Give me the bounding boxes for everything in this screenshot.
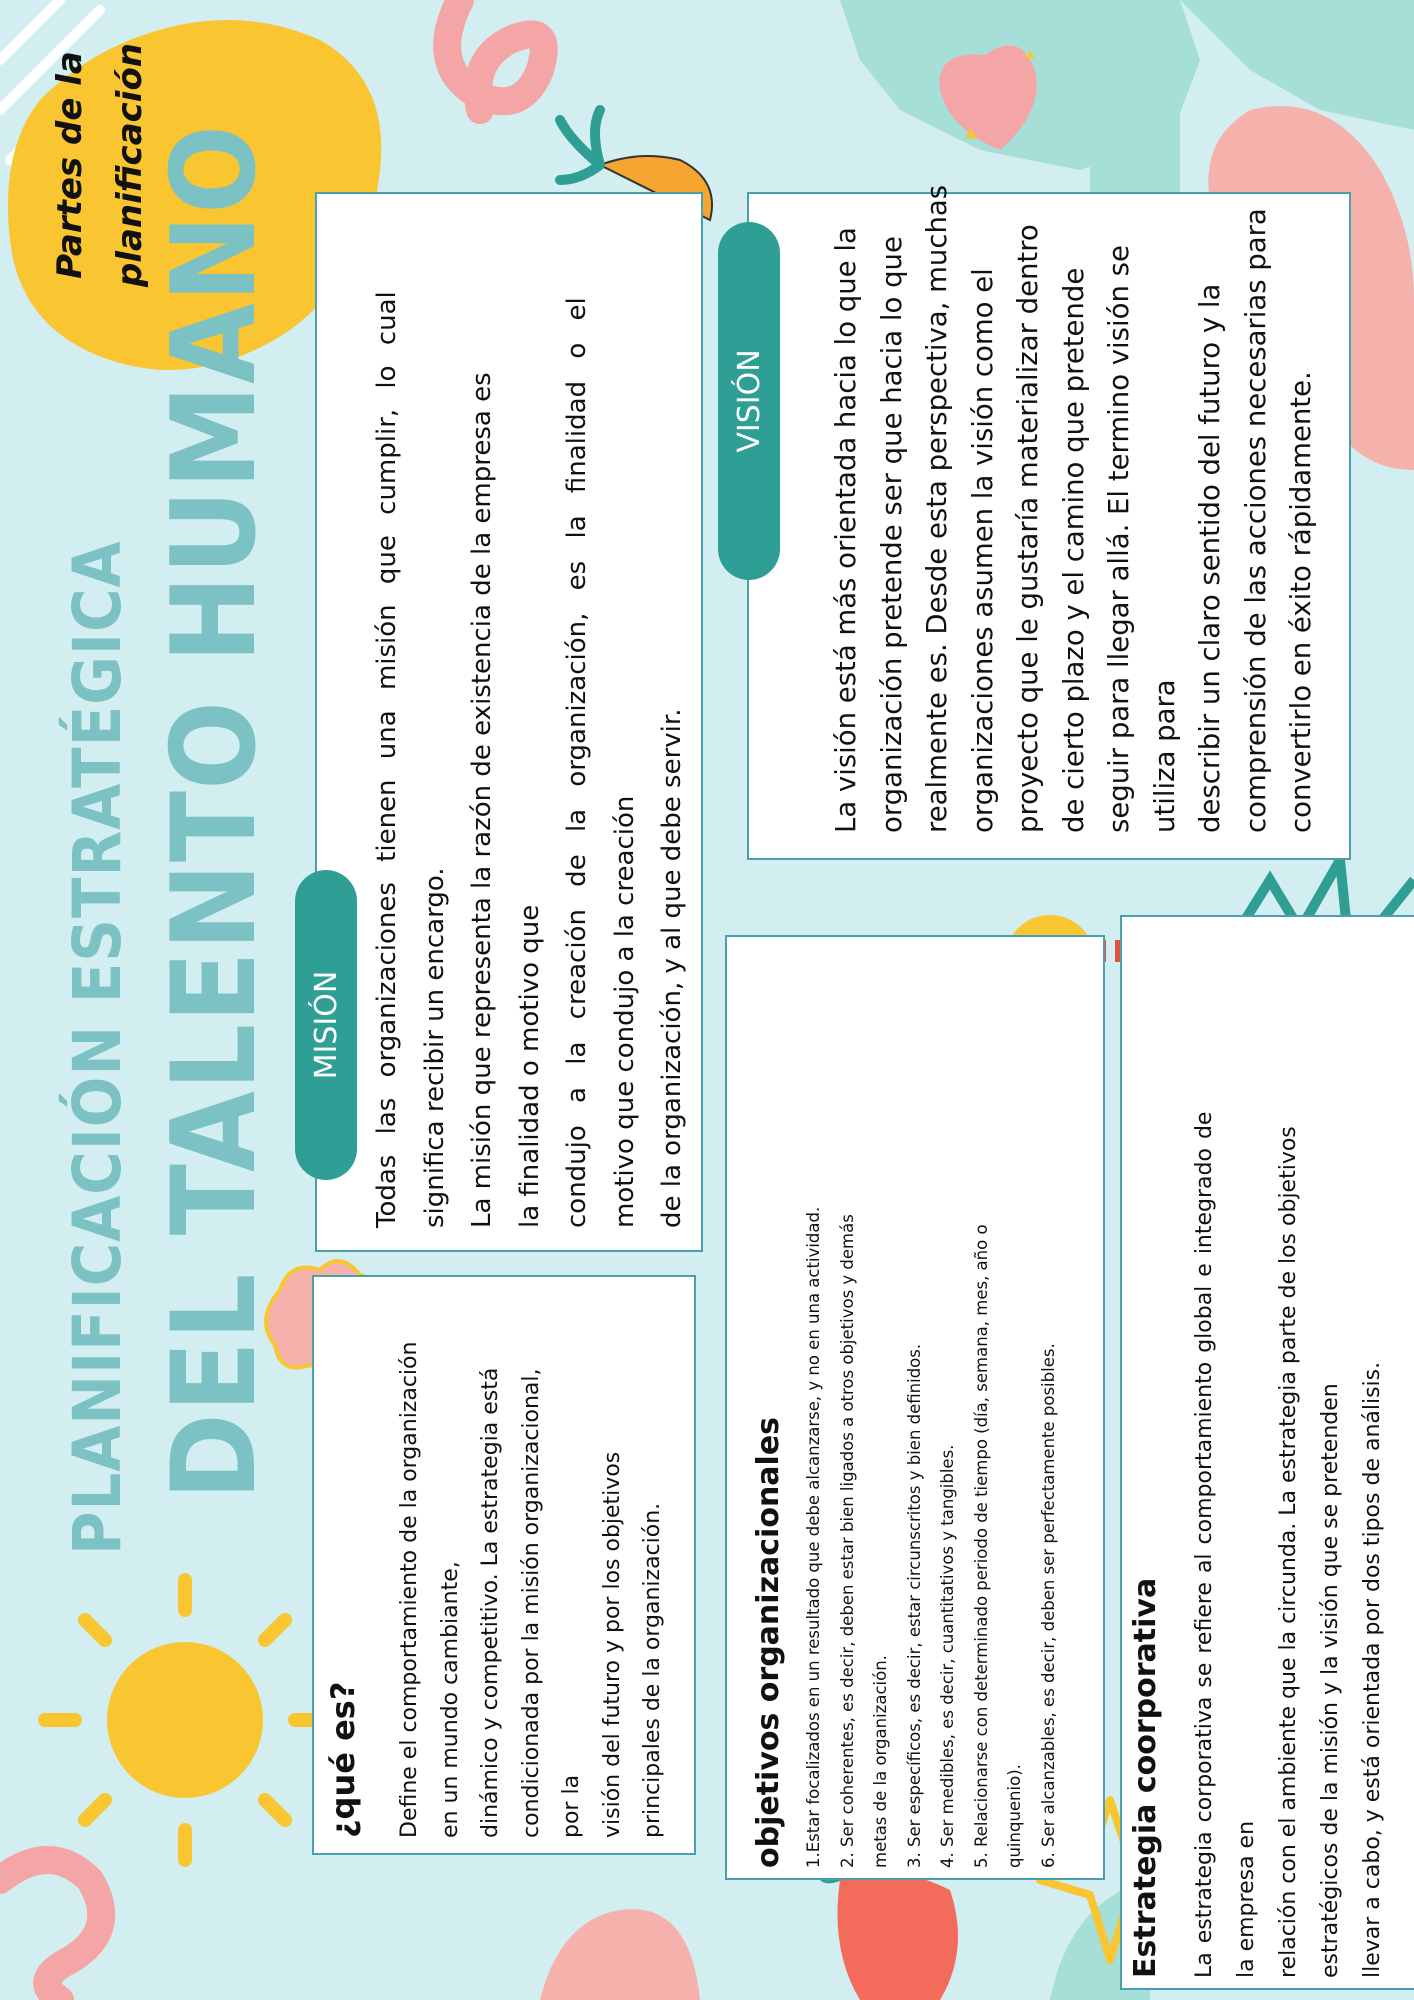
vision-line: realmente es. Desde esta perspectiva, muchas (921, 184, 953, 833)
que-es-text (390, 1342, 674, 1838)
vision-line: organizaciones asumen la visión como el (966, 268, 999, 833)
objetivos-card (725, 935, 1105, 1880)
vision-line: utiliza para (1148, 679, 1181, 833)
mision-line: La misión que representa la razón de existencia de la empresa es (467, 372, 497, 1228)
estrategia-text (1184, 1112, 1394, 1978)
que-es-line: principales de la organización. (640, 1502, 665, 1838)
mision-line: de la organización, y al que debe servir. (657, 708, 687, 1228)
estrategia-line: la empresa en (1234, 1820, 1259, 1978)
mision-text (364, 291, 697, 1228)
que-es-line: por la (559, 1774, 584, 1838)
vision-text (824, 185, 1325, 833)
que-es-line: en un mundo cambiante, (437, 1561, 463, 1838)
badge-line-1: Partes de la (50, 51, 90, 279)
vision-line: de cierto plazo y el camino que pretende (1057, 267, 1090, 833)
que-es-line: condicionada por la misión organizacional, (518, 1368, 544, 1838)
objetivos-line: 4. Ser medibles, es decir, cuantitativos y tangibles. (938, 1444, 957, 1868)
vision-line: La visión está más orientada hacia lo que la (830, 227, 862, 833)
estrategia-line: relación con el ambiente que la circunda. La estrategia parte de los objetivos (1276, 1126, 1301, 1978)
vision-line: proyecto que le gustaría materializar dentro (1012, 224, 1044, 833)
objetivos-line: 1.Estar focalizados en un resultado que debe alcanzarse, y no en una actividad. (804, 1206, 823, 1868)
que-es-heading: ¿qué es? (324, 1681, 362, 1838)
mision-line: condujo a la creación de la organización, es la finalidad o el (562, 297, 592, 1228)
que-es-line: Define el comportamiento de la organización (397, 1341, 422, 1838)
que-es-line: visión del futuro y por los objetivos (599, 1451, 625, 1838)
badge-line-2: planificación (110, 42, 150, 288)
objetivos-line: quinquenio). (1005, 1764, 1024, 1868)
page-title-line-2: DEL TALENTO HUMANO (147, 124, 282, 1500)
mision-card (315, 192, 703, 1252)
objetivos-line: 6. Ser alcanzables, es decir, deben ser perfectamente posibles. (1038, 1343, 1058, 1868)
mision-line: motivo que condujo a la creación (609, 795, 640, 1228)
vision-line: describir un claro sentido del futuro y la (1194, 283, 1226, 833)
vision-line: organización pretende ser que hacia lo que (875, 236, 908, 833)
objetivos-line: 3. Ser específicos, es decir, estar circunscritos y bien definidos. (904, 1343, 924, 1868)
mision-line: la finalidad o motivo que (514, 904, 545, 1228)
vision-line: comprensión de las acciones necesarias para (1239, 208, 1272, 833)
que-es-card (312, 1275, 696, 1855)
vision-label: VISIÓN (718, 222, 780, 580)
mision-label: MISIÓN (295, 870, 357, 1180)
vision-line: convertirlo en éxito rápidamente. (1285, 371, 1317, 833)
estrategia-line: La estrategia corporativa se refiere al comportamiento global e integrado de (1192, 1111, 1217, 1978)
objetivos-line: metas de la organización. (871, 1655, 890, 1868)
page-title-line-1: PLANIFICACIÓN ESTRATÉGICA (59, 540, 136, 1555)
mision-line: Todas las organizaciones tienen una misión que cumplir, lo cual (372, 291, 402, 1228)
objetivos-line: 5. Relacionarse con determinado periodo de tiempo (día, semana, mes, año o (971, 1224, 991, 1868)
estrategia-card (1120, 915, 1414, 1990)
estrategia-heading: Estrategia coorporativa (1128, 1577, 1163, 1978)
objetivos-heading: objetivos organizacionales (751, 1416, 786, 1868)
mision-line: significa recibir un encargo. (419, 867, 450, 1228)
que-es-line: dinámico y competitivo. La estrategia está (478, 1367, 503, 1838)
estrategia-line: estratégicos de la misión y la visión que se pretenden (1318, 1383, 1343, 1978)
objetivos-text (797, 1207, 1065, 1868)
vision-line: seguir para llegar allá. El termino visión se (1103, 245, 1135, 833)
estrategia-line: llevar a cabo, y está orientada por dos tipos de análisis. (1360, 1361, 1385, 1978)
objetivos-line: 2. Ser coherentes, es decir, deben estar bien ligados a otros objetivos y demás (837, 1214, 857, 1868)
vision-card (747, 184, 1351, 860)
